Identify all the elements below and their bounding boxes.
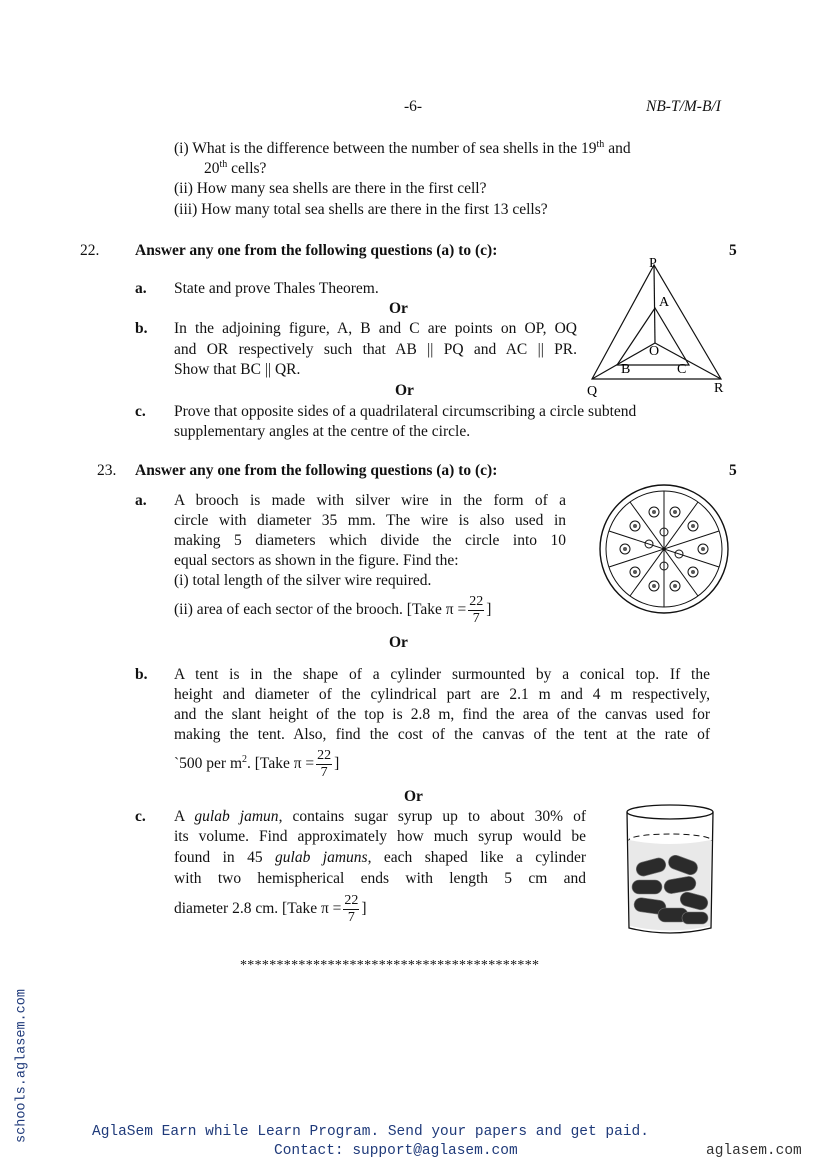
q21-part-iii: (iii) How many total sea shells are there in the first 13 cells? [174, 201, 548, 218]
q22-b-line1: In the adjoining figure, A, B and C are points on OP, OQ [174, 320, 577, 337]
q23-a-line4: equal sectors as shown in the figure. Find the: [174, 552, 459, 569]
q23-c-line4: with two hemispherical ends with length 5 cm and [174, 870, 586, 887]
q23-c-line3: found in 45 gulab jamuns, each shaped like a cylinder [174, 849, 586, 866]
q22-a-label: a. [135, 280, 147, 297]
q23-marks: 5 [729, 462, 737, 479]
triangle-figure [585, 255, 730, 400]
q23-a-line3: making 5 diameters which divide the circle into 10 [174, 532, 566, 549]
q22-b-line3: Show that BC || QR. [174, 361, 301, 378]
q23-a-line2: circle with diameter 35 mm. The wire is also used in [174, 512, 566, 529]
label-p: P [649, 256, 657, 271]
q23-c-line5: diameter 2.8 cm. [Take π = $\frac{22}{7}$ ] [174, 893, 367, 925]
q23-b-line5: `500 per $m^2$. [Take π = $\frac{22}{7}$ ] [174, 748, 340, 780]
label-c: C [677, 362, 687, 377]
gulab-jamun-glass-figure [620, 802, 720, 938]
q22-c-line2: supplementary angles at the centre of the circle. [174, 423, 471, 440]
q21-part-i-line2: 20th cells? [204, 159, 267, 178]
q22-marks: 5 [729, 242, 737, 259]
q21-part-i-line1: (i) What is the difference between the number of sea shells in the 19th and [174, 139, 631, 158]
brooch-figure [597, 482, 731, 616]
pi-fraction: $\frac{22}{7}$ [317, 748, 332, 780]
paper-code: NB-T/M-B/I [646, 98, 721, 115]
q21-part-ii: (ii) How many sea shells are there in the first cell? [174, 180, 487, 197]
footer-site[interactable]: aglasem.com [706, 1143, 802, 1159]
q22-number: 22. [80, 242, 100, 259]
q22-or-2: Or [395, 382, 414, 399]
label-o: O [649, 344, 660, 359]
label-b: B [621, 362, 631, 377]
q23-c-line1: A gulab jamun, contains sugar syrup up to about 30% of [174, 808, 586, 825]
label-r: R [714, 381, 724, 396]
q22-heading: Answer any one from the following questions (a) to (c): [135, 242, 498, 259]
q23-c-line2: its volume. Find approximately how much syrup would be [174, 828, 586, 845]
q23-b-label: b. [135, 666, 148, 683]
q23-b-line4: making the tent. Also, find the cost of the canvas of the tent at the rate of [174, 726, 710, 743]
footer-contact[interactable]: Contact: support@aglasem.com [274, 1143, 518, 1159]
q22-a-text: State and prove Thales Theorem. [174, 280, 379, 297]
q23-c-label: c. [135, 808, 146, 825]
q22-c-line1: Prove that opposite sides of a quadrilateral circumscribing a circle subtend [174, 403, 637, 420]
q23-or-2: Or [404, 788, 423, 805]
end-separator: ***************************************** [240, 958, 540, 973]
q23-or-1: Or [389, 634, 408, 651]
q22-b-label: b. [135, 320, 148, 337]
q23-a-part-ii: (ii) area of each sector of the brooch. [Take π = $\frac{22}{7}$ ] [174, 594, 492, 626]
side-watermark-url: schools.aglasem.com [14, 989, 30, 1143]
footer-promo: AglaSem Earn while Learn Program. Send your papers and get paid. [92, 1124, 649, 1140]
pi-fraction: $\frac{22}{7}$ [469, 594, 484, 626]
label-a: A [659, 295, 670, 310]
pi-fraction: $\frac{22}{7}$ [344, 893, 359, 925]
q23-b-line2: height and diameter of the cylindrical part are 2.1 m and 4 m respectively, [174, 686, 710, 703]
q23-a-label: a. [135, 492, 147, 509]
q22-or-1: Or [389, 300, 408, 317]
q23-b-line3: and the slant height of the top is 2.8 m, find the area of the canvas used for [174, 706, 710, 723]
q22-c-label: c. [135, 403, 146, 420]
q23-b-line1: A tent is in the shape of a cylinder surmounted by a conical top. If the [174, 666, 710, 683]
q23-a-line1: A brooch is made with silver wire in the form of a [174, 492, 566, 509]
q23-heading: Answer any one from the following questions (a) to (c): [135, 462, 498, 479]
q23-number: 23. [97, 462, 117, 479]
q23-a-part-i: (i) total length of the silver wire required. [174, 572, 432, 589]
q22-b-line2: and OR respectively such that AB || PQ and AC || PR. [174, 341, 577, 358]
page-number: -6- [404, 98, 423, 115]
label-q: Q [587, 384, 598, 399]
